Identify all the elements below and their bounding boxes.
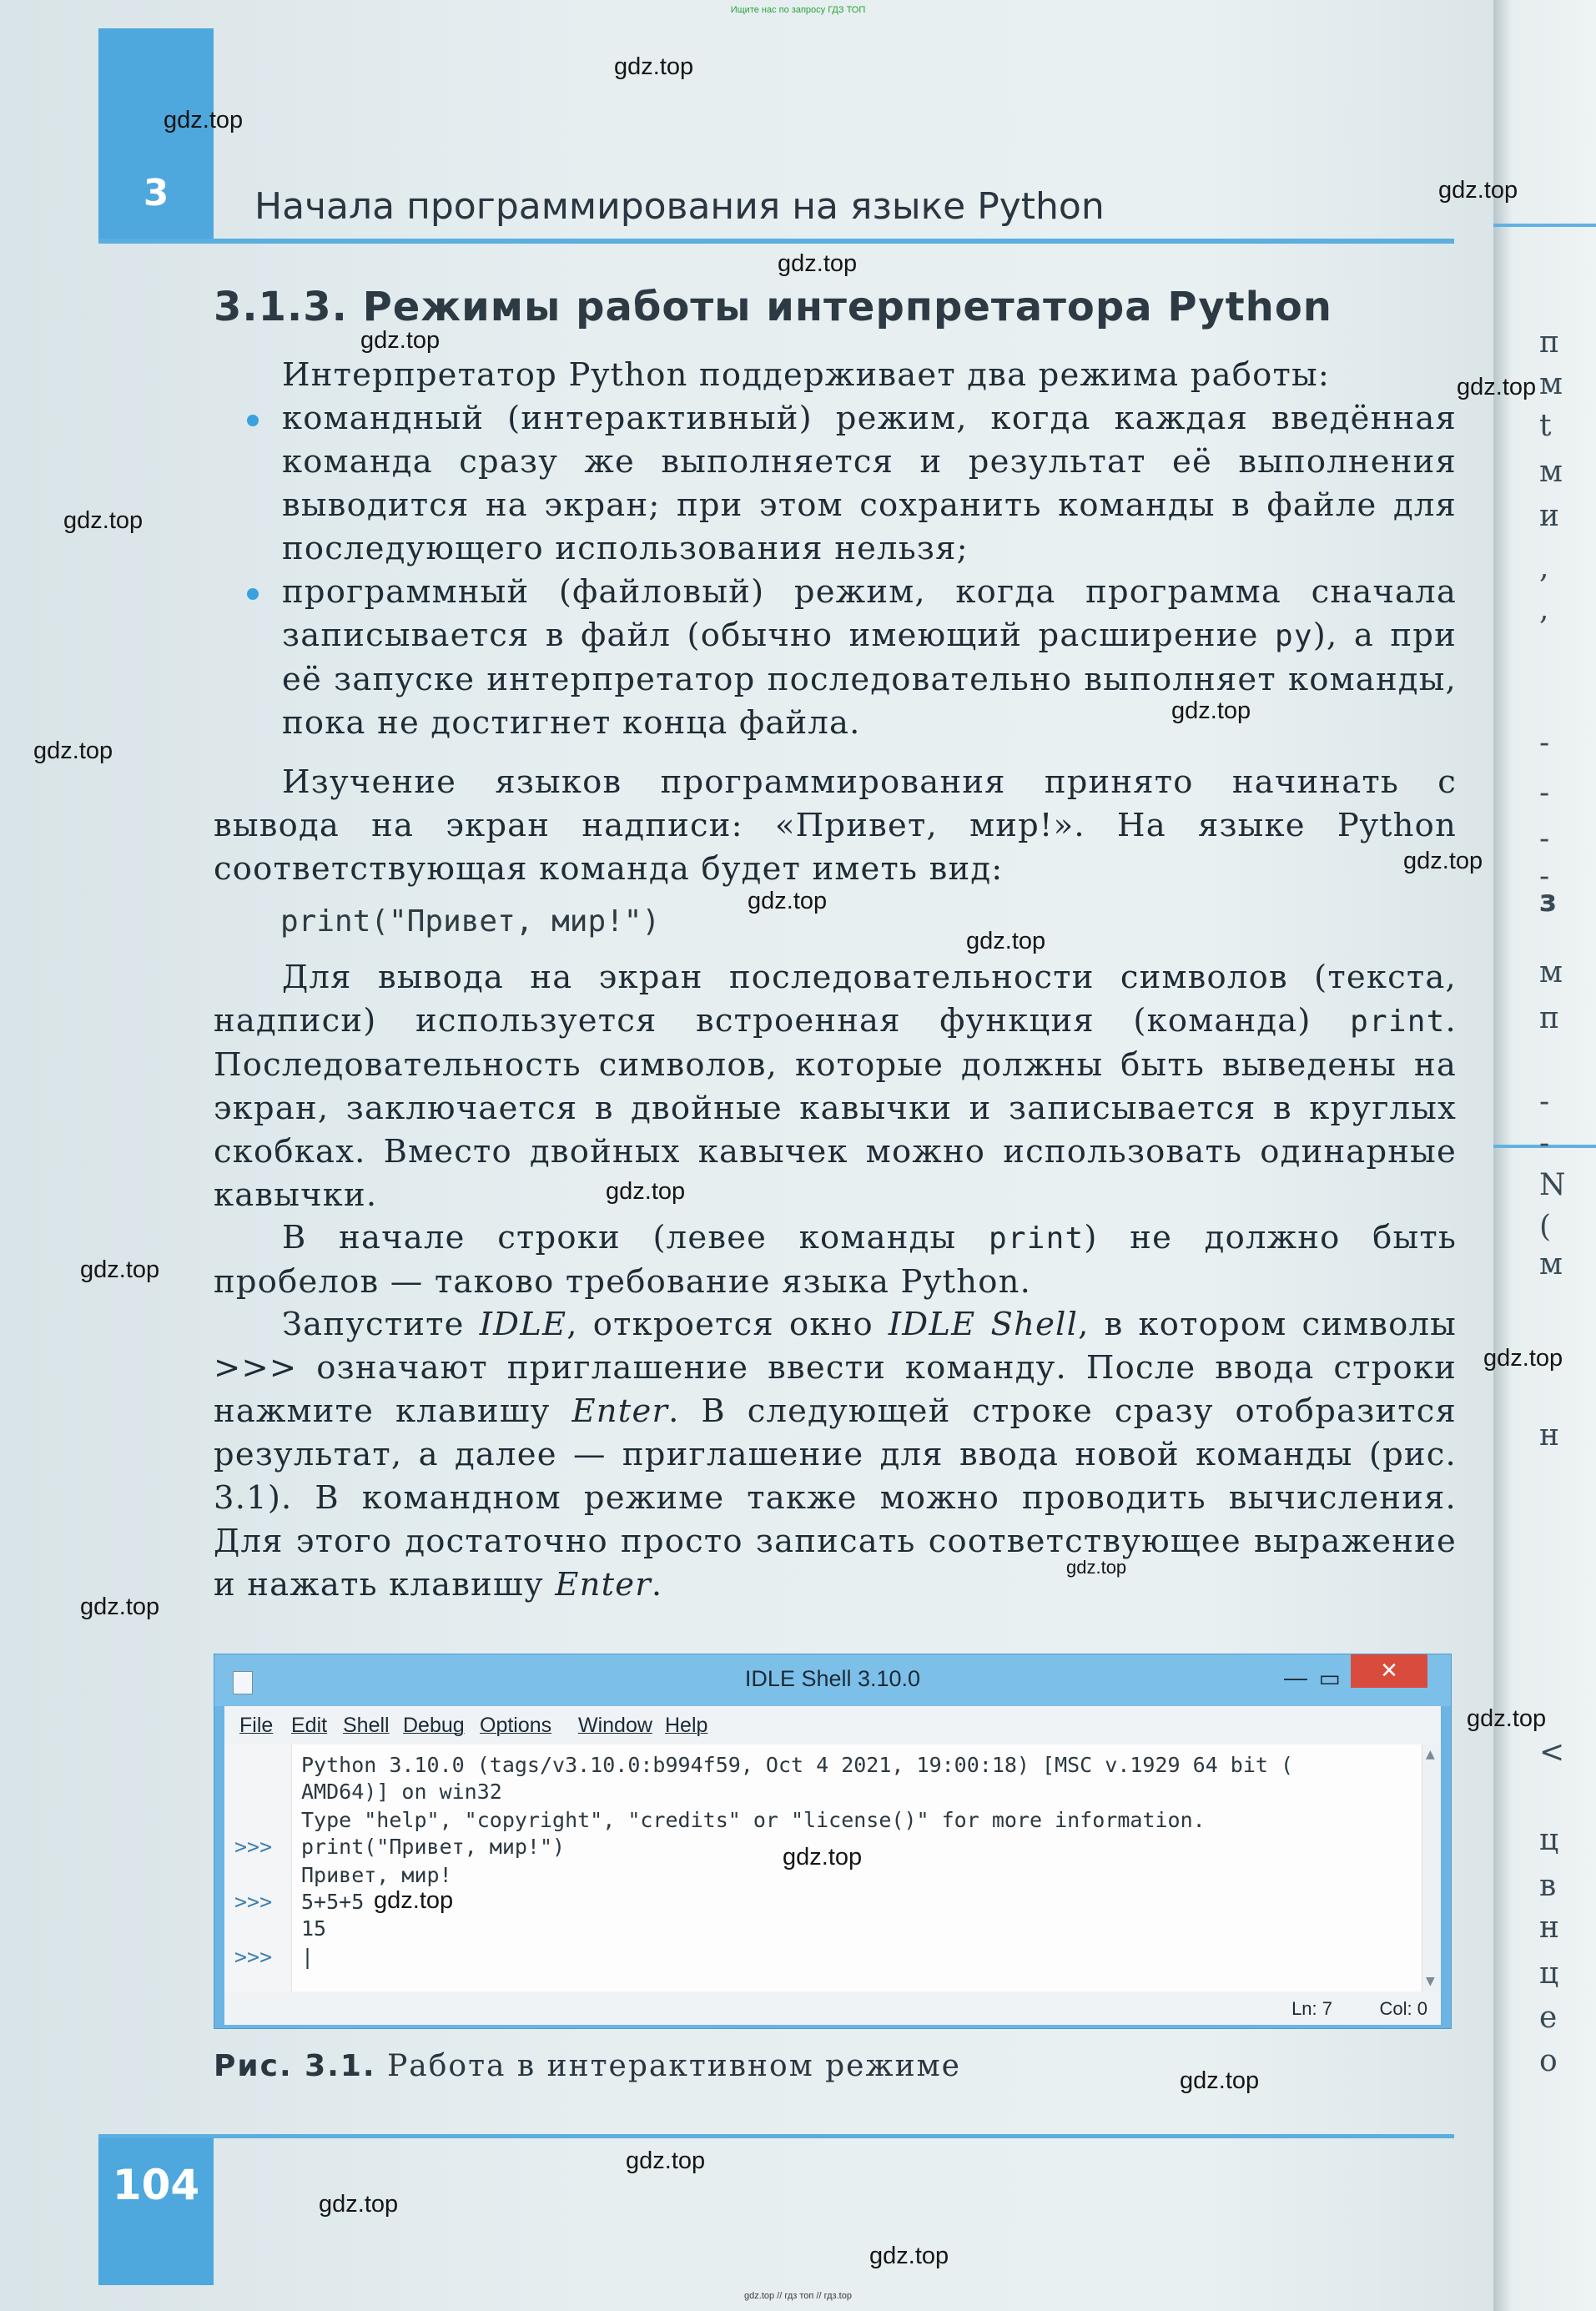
edge-text: ц <box>1539 1956 1559 1991</box>
bullet-dot-icon <box>247 588 259 600</box>
watermark: gdz.top <box>360 327 441 354</box>
menu-debug[interactable]: Debug <box>403 1714 465 1737</box>
menu-shell[interactable]: Shell <box>343 1714 390 1737</box>
bullet-list <box>214 397 1457 745</box>
section-title: 3.1.3. Режимы работы интерпретатора Python <box>214 284 1332 330</box>
program-name: IDLE <box>479 1306 567 1343</box>
window-titlebar[interactable] <box>214 1654 1451 1706</box>
menu-window[interactable]: Window <box>578 1714 652 1737</box>
shell-cursor-line[interactable]: | <box>301 1945 315 1969</box>
code-example: print("Привет, мир!") <box>280 904 661 939</box>
paragraph-text: . <box>651 1566 663 1604</box>
edge-text: ц <box>1539 1823 1559 1857</box>
watermark: gdz.top <box>966 928 1046 954</box>
bottom-banner[interactable]: gdz.top // гдз топ // гдз.top <box>744 2291 852 2301</box>
menu-options[interactable]: Options <box>480 1714 552 1737</box>
watermark: gdz.top <box>748 888 828 914</box>
bullet-dot-icon <box>247 415 259 426</box>
edge-text: , <box>1539 592 1549 627</box>
page-number: 104 <box>112 2161 200 2209</box>
paragraph-text: Изучение языков программирования принято начинать с вывода на экран надписи: «Привет, мир!». На языке Python соответствующая команда будет иметь вид: <box>214 763 1457 888</box>
watermark: gdz.top <box>1403 848 1483 874</box>
window-title: IDLE Shell 3.10.0 <box>744 1666 921 1691</box>
edge-text: м <box>1539 367 1563 401</box>
edge-text: < <box>1539 1735 1565 1770</box>
paragraph-text: , в котором символы >>> означают приглашение ввести команду. После ввода строки нажмите клавишу <box>214 1306 1458 1430</box>
shell-line: Type "help", "copyright", "credits" or "license()" for more information. <box>301 1808 1206 1832</box>
vertical-scrollbar[interactable] <box>1422 1745 1441 1991</box>
paragraph-text: . В следующей строке сразу отобразится результат, а далее — приглашение для ввода новой команды (рис. 3.1). В командном режиме также можно проводить вычисления. Для этого достаточно просто записать соответствующее выражение и нажать клавишу <box>214 1392 1457 1604</box>
key-name: Enter <box>571 1392 669 1430</box>
paragraph-text: В начале строки (левее команды <box>282 1219 989 1256</box>
watermark: gdz.top <box>1438 177 1518 204</box>
inline-code: print <box>1350 1004 1446 1039</box>
figure-caption-text: Работа в интерактивном режиме <box>387 2049 961 2083</box>
status-bar <box>224 1991 1441 2025</box>
watermark: gdz.top <box>1171 697 1251 724</box>
watermark: gdz.top <box>778 250 858 277</box>
shell-prompt: >>> <box>234 1890 273 1914</box>
paragraph-text: . Последовательность символов, которые должны быть выведены на экран, заключается в двойные кавычки и записывается в круглых скобках. Вместо двойных кавычек можно использовать одинарные кавычки. <box>214 1002 1457 1214</box>
next-page-edge <box>1493 0 1596 2311</box>
edge-text: - <box>1539 776 1550 810</box>
edge-text: N <box>1539 1168 1566 1202</box>
edge-text: - <box>1539 726 1550 760</box>
bullet-item <box>214 571 1457 745</box>
paragraph-text: Для вывода на экран последовательности символов (текста, надписи) используется встроенная функция (команда) <box>214 959 1457 1040</box>
inline-code: print <box>988 1221 1085 1256</box>
edge-text: - <box>1539 859 1550 894</box>
watermark: gdz.top <box>33 738 113 764</box>
edge-text: в <box>1539 1869 1557 1903</box>
edge-text: е <box>1539 2001 1558 2035</box>
shell-line: 15 <box>301 1916 327 1941</box>
bullet-item <box>214 397 1457 571</box>
intro-paragraph <box>214 354 1457 397</box>
bullet-text: командный (интерактивный) режим, когда каждая введённая команда сразу же выполняется и результат её выполнения выводится на экран; при этом сохранить команды в файле для последующего использования нельзя; <box>282 400 1457 567</box>
watermark: gdz.top <box>606 1178 686 1205</box>
edge-text: з <box>1539 884 1557 919</box>
edge-text: м <box>1539 455 1563 489</box>
edge-text: н <box>1539 1911 1559 1945</box>
menu-edit[interactable]: Edit <box>291 1714 328 1737</box>
paragraph <box>214 1303 1457 1607</box>
close-button[interactable]: ✕ <box>1351 1654 1427 1688</box>
column-indicator: Col: 0 <box>1379 1998 1427 2019</box>
paragraph <box>214 956 1457 1217</box>
paragraph <box>214 761 1457 891</box>
watermark: gdz.top <box>374 1887 454 1914</box>
watermark: gdz.top <box>80 1256 160 1283</box>
menu-bar <box>224 1706 1441 1745</box>
idle-shell-window <box>214 1654 1452 2029</box>
watermark: gdz.top <box>1066 1557 1127 1578</box>
paragraph-text: ) не должно быть пробелов — таково требование языка Python. <box>214 1219 1457 1301</box>
watermark: gdz.top <box>164 107 244 133</box>
intro-text: Интерпретатор Python поддерживает два режима работы: <box>282 356 1330 394</box>
paragraph-text: Запустите <box>282 1306 480 1343</box>
edge-text: ( <box>1539 1210 1552 1244</box>
scroll-up-icon[interactable]: ▲ <box>1426 1748 1435 1761</box>
watermark: gdz.top <box>80 1594 160 1620</box>
edge-rule <box>1493 224 1596 227</box>
edge-text: t <box>1539 409 1552 443</box>
program-name: IDLE Shell <box>888 1306 1079 1343</box>
menu-file[interactable]: File <box>239 1714 274 1737</box>
chapter-title: Начала программирования на языке Python <box>254 185 1105 228</box>
watermark: gdz.top <box>626 2147 706 2174</box>
shell-line: Привет, мир! <box>301 1863 452 1887</box>
figure-label: Рис. 3.1. <box>214 2049 376 2083</box>
watermark: gdz.top <box>869 2243 949 2269</box>
edge-text: - <box>1539 1126 1550 1161</box>
key-name: Enter <box>555 1566 652 1604</box>
shell-line: AMD64)] on win32 <box>301 1780 502 1804</box>
maximize-button[interactable]: ▭ <box>1318 1665 1341 1691</box>
shell-prompt: >>> <box>234 1945 273 1969</box>
minimize-button[interactable]: — <box>1284 1664 1307 1690</box>
scroll-down-icon[interactable]: ▼ <box>1426 1975 1435 1988</box>
watermark: gdz.top <box>63 507 143 534</box>
edge-text: и <box>1539 499 1559 533</box>
footer-rule <box>98 2134 1454 2138</box>
watermark: gdz.top <box>319 2191 399 2218</box>
watermark: gdz.top <box>614 53 694 80</box>
shell-line: 5+5+5 <box>301 1890 365 1914</box>
top-banner[interactable]: Ищите нас по запросу ГДЗ ТОП <box>730 5 866 15</box>
shell-line: print("Привет, мир!") <box>301 1835 566 1859</box>
watermark: gdz.top <box>783 1844 863 1870</box>
edge-text: м <box>1539 1247 1563 1281</box>
shell-prompt: >>> <box>234 1835 273 1859</box>
edge-text: - <box>1539 1085 1550 1119</box>
edge-text: - <box>1539 822 1550 856</box>
watermark: gdz.top <box>1467 1705 1547 1732</box>
line-indicator: Ln: 7 <box>1291 1998 1332 2019</box>
bullet-text: программный (файловый) режим, когда программа сначала записывается в файл (обычно имеющий расширение <box>282 573 1457 654</box>
shell-line: Python 3.10.0 (tags/v3.10.0:b994f59, Oct 4 2021, 19:00:18) [MSC v.1929 64 bit ( <box>301 1753 1294 1777</box>
inline-code: py <box>1275 619 1313 653</box>
chapter-rule <box>98 239 1454 244</box>
figure-caption <box>214 2049 961 2083</box>
chapter-number: 3 <box>143 172 169 214</box>
paragraph <box>214 1216 1457 1304</box>
edge-text: м <box>1539 955 1563 989</box>
paragraph-text: , откроется окно <box>566 1306 889 1343</box>
edge-text: п <box>1539 1001 1559 1035</box>
bullet-text: ), а при её запуске интерпретатор последовательно выполняет команды, пока не достигнет конца файла. <box>282 617 1457 742</box>
edge-text: , <box>1539 551 1549 585</box>
edge-text: п <box>1539 325 1559 360</box>
edge-text: о <box>1539 2044 1558 2078</box>
watermark: gdz.top <box>1180 2067 1260 2094</box>
watermark: gdz.top <box>1457 374 1537 400</box>
edge-text: н <box>1539 1418 1559 1453</box>
menu-help[interactable]: Help <box>665 1714 708 1737</box>
watermark: gdz.top <box>1483 1345 1563 1372</box>
